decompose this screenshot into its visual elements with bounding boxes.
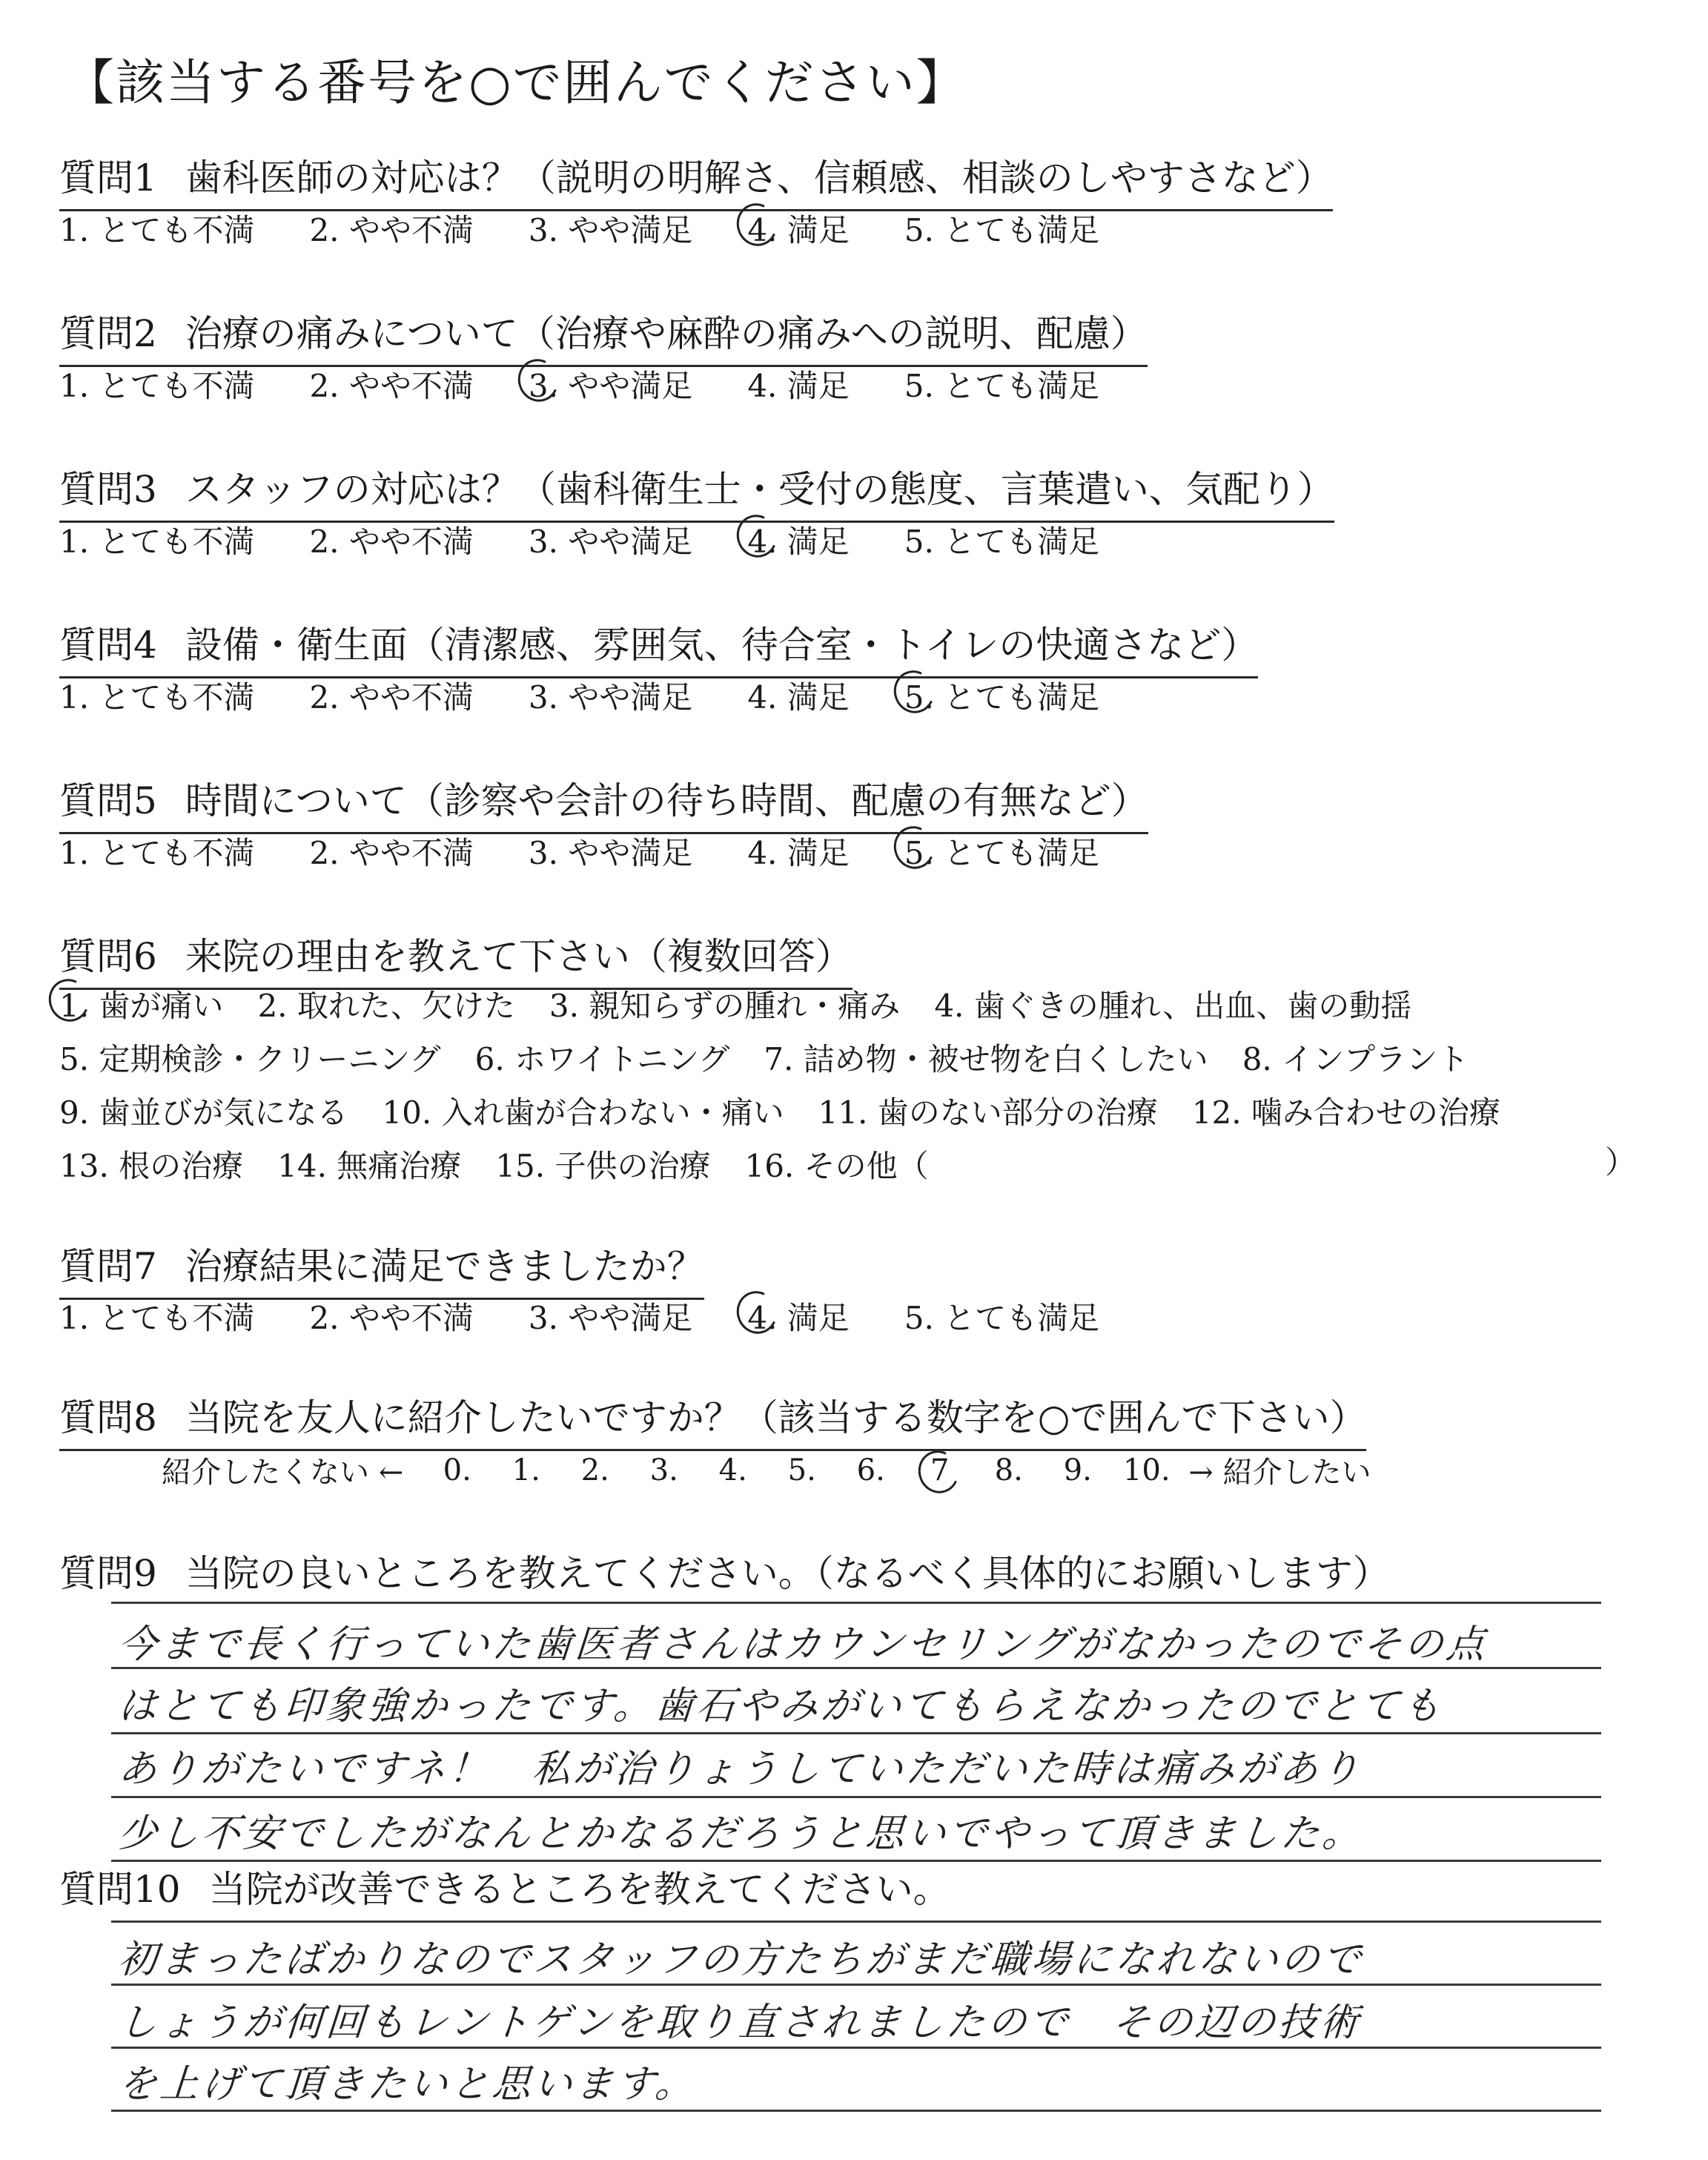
reason-option-6[interactable]: 6. ホワイトニング — [474, 1041, 730, 1077]
question-10-text: 当院が改善できるところを教えてください。 — [208, 1868, 950, 1911]
question-6-text: 来院の理由を教えて下さい（複数回答） — [185, 935, 853, 978]
rating-option-2[interactable] — [309, 206, 485, 251]
rating-option-5[interactable] — [904, 673, 1111, 718]
rating-option-label: 5. とても満足 — [904, 829, 1099, 873]
question-3-options — [59, 518, 1154, 562]
rating-option-label: 1. とても不満 — [59, 1300, 255, 1336]
question-1-text: 歯科医師の対応は？（説明の明解さ、信頼感、相談のしやすさなど） — [185, 156, 1333, 199]
question-8-text: 当院を友人に紹介したいですか？（該当する数字を○で囲んで下さい） — [185, 1396, 1367, 1439]
rating-option-label: 5. とても満足 — [904, 368, 1100, 404]
reason-option-9[interactable]: 9. 歯並びが気になる — [59, 1094, 348, 1131]
reason-option-15[interactable]: 15. 子供の治療 — [495, 1148, 711, 1184]
question-10-answer-line-3: を上げて頂きたいと思います。 — [116, 2062, 698, 2107]
rating-option-4[interactable] — [747, 362, 861, 406]
scale-option-5[interactable]: 5. — [787, 1453, 816, 1487]
answer-line — [111, 1602, 1601, 1604]
reason-row — [59, 977, 1535, 1031]
scale-option-7[interactable]: 7 — [905, 1453, 974, 1487]
rating-option-label: 1. とても不満 — [59, 524, 255, 560]
rating-option-label: 1. とても不満 — [59, 835, 255, 871]
rating-option-label: 5. とても満足 — [904, 1300, 1100, 1336]
question-6-options — [59, 977, 1535, 1191]
rating-option-3[interactable] — [529, 829, 704, 873]
scale-left-label: 紹介したくない ← — [162, 1456, 404, 1490]
rating-option-label: 1. とても不満 — [59, 679, 255, 716]
rating-option-3[interactable] — [529, 206, 704, 251]
reason-option-5[interactable]: 5. 定期検診・クリーニング — [59, 1041, 441, 1077]
reason-option-11[interactable]: 11. 歯のない部分の治療 — [818, 1094, 1158, 1131]
rating-option-1[interactable] — [59, 829, 266, 873]
rating-option-label: 5. とても満足 — [904, 673, 1099, 718]
question-10-answer-line-1: 初まったばかりなのでスタッフの方たちがまだ職場になれないので — [116, 1938, 1366, 1982]
scale-numbers — [423, 1453, 1181, 1487]
rating-option-label: 3. やや満足 — [529, 362, 692, 406]
question-2-heading — [59, 304, 1148, 367]
reason-option-13[interactable]: 13. 根の治療 — [59, 1148, 244, 1184]
question-2-label: 質問2 — [59, 312, 157, 355]
scale-option-8[interactable]: 8. — [994, 1453, 1023, 1487]
rating-option-label: 4. 満足 — [747, 518, 849, 562]
question-5-label: 質問5 — [59, 779, 157, 822]
reason-row — [59, 1084, 1535, 1137]
question-5-options — [59, 829, 1154, 873]
scale-option-6[interactable]: 6. — [856, 1453, 885, 1487]
rating-option-label: 4. 満足 — [747, 1294, 849, 1338]
rating-option-label: 5. とても満足 — [904, 524, 1100, 560]
question-10-label: 質問10 — [59, 1868, 181, 1911]
answer-line — [111, 1984, 1601, 1986]
scale-option-0[interactable]: 0. — [443, 1453, 471, 1487]
rating-option-label: 3. やや満足 — [528, 212, 693, 248]
rating-option-2[interactable] — [309, 829, 485, 873]
rating-option-label: 3. やや満足 — [528, 835, 693, 871]
question-7-options — [59, 1294, 1154, 1338]
question-9-heading — [59, 1544, 1390, 1605]
reason-row — [59, 1137, 1535, 1191]
question-4-heading — [59, 615, 1258, 678]
rating-option-label: 1. とても不満 — [59, 212, 255, 248]
question-3-heading — [59, 460, 1334, 523]
answer-line — [111, 2047, 1601, 2049]
reason-option-10[interactable]: 10. 入れ歯が合わない・痛い — [382, 1094, 784, 1131]
question-3-text: スタッフの対応は？（歯科衛生士・受付の態度、言葉遣い、気配り） — [185, 468, 1334, 511]
rating-option-2[interactable] — [309, 673, 485, 718]
question-2-text: 治療の痛みについて（治療や麻酔の痛みへの説明、配慮） — [185, 312, 1148, 355]
reason-option-12[interactable]: 12. 噛み合わせの治療 — [1191, 1094, 1500, 1131]
reason-option-2[interactable]: 2. 取れた、欠けた — [257, 988, 515, 1024]
answer-line — [111, 1732, 1601, 1734]
question-2-options — [59, 362, 1154, 406]
rating-option-1[interactable] — [59, 673, 266, 718]
rating-option-1[interactable] — [59, 1294, 266, 1338]
answer-line — [111, 1920, 1601, 1923]
rating-option-label: 1. とても不満 — [59, 368, 255, 404]
rating-option-label: 2. やや不満 — [309, 835, 474, 871]
rating-option-label: 3. やや満足 — [528, 679, 693, 716]
scale-option-2[interactable]: 2. — [580, 1453, 609, 1487]
rating-option-1[interactable] — [59, 518, 266, 562]
question-8-label: 質問8 — [59, 1396, 157, 1439]
question-9-label: 質問9 — [59, 1552, 157, 1595]
rating-option-label: 5. とても満足 — [904, 212, 1100, 248]
question-5-text: 時間について（診察や会計の待ち時間、配慮の有無など） — [185, 779, 1148, 822]
question-5-heading — [59, 771, 1148, 834]
question-7-heading — [59, 1237, 704, 1300]
rating-option-3[interactable] — [529, 1294, 704, 1338]
rating-option-label: 4. 満足 — [747, 835, 850, 871]
rating-option-2[interactable] — [309, 1294, 485, 1338]
question-1-label: 質問1 — [59, 156, 157, 199]
rating-option-3[interactable] — [529, 518, 704, 562]
rating-option-label: 4. 満足 — [747, 679, 850, 716]
rating-option-1[interactable] — [59, 362, 266, 406]
question-9-text: 当院の良いところを教えてください。（なるべく具体的にお願いします） — [185, 1552, 1390, 1595]
rating-option-5[interactable] — [904, 1294, 1111, 1338]
page-title: 【該当する番号を○で囲んでください】 — [65, 54, 967, 111]
rating-option-5[interactable] — [904, 206, 1111, 251]
rating-option-label: 2. やや不満 — [309, 1300, 474, 1336]
question-10-heading — [59, 1860, 950, 1920]
rating-option-5[interactable] — [904, 829, 1111, 873]
reason-row — [59, 1031, 1535, 1084]
rating-option-label: 2. やや不満 — [309, 679, 474, 716]
question-1-options — [59, 206, 1154, 251]
answer-line — [111, 1796, 1601, 1798]
rating-option-4[interactable] — [747, 673, 861, 718]
rating-option-label: 2. やや不満 — [309, 212, 474, 248]
reason-option-16[interactable]: 16. その他（ — [744, 1148, 929, 1184]
rating-option-4[interactable] — [747, 1294, 861, 1338]
rating-option-label: 4. 満足 — [747, 206, 849, 251]
rating-option-3[interactable] — [529, 673, 704, 718]
rating-option-2[interactable] — [309, 362, 485, 406]
rating-option-5[interactable] — [904, 362, 1111, 406]
reason-option-4[interactable]: 4. 歯ぐきの腫れ、出血、歯の動揺 — [934, 988, 1412, 1024]
question-8-heading — [59, 1388, 1366, 1451]
rating-option-label: 3. やや満足 — [528, 524, 693, 560]
question-9-answer-line-3: ありがたいですネ！ 私が治りょうしていただいた時は痛みがあり — [116, 1747, 1364, 1791]
rating-option-label: 4. 満足 — [747, 368, 850, 404]
question-10-answer-line-2: しょうが何回もレントゲンを取り直されましたので その辺の技術 — [116, 2001, 1363, 2045]
question-9-answer-line-2: はとても印象強かったです。歯石やみがいてもらえなかったのでとても — [116, 1684, 1446, 1728]
rating-option-5[interactable] — [904, 518, 1111, 562]
question-8-scale — [162, 1449, 1371, 1491]
question-4-label: 質問4 — [59, 624, 157, 667]
scale-option-10[interactable]: 10. — [1122, 1453, 1171, 1487]
question-4-text: 設備・衛生面（清潔感、雰囲気、待合室・トイレの快適さなど） — [185, 624, 1259, 667]
question-7-label: 質問7 — [59, 1245, 157, 1288]
reason-option-7[interactable]: 7. 詰め物・被せ物を白くしたい — [764, 1041, 1208, 1077]
scale-option-3[interactable]: 3. — [649, 1453, 678, 1487]
question-7-text: 治療結果に満足できましたか？ — [185, 1245, 704, 1288]
answer-line — [111, 2110, 1601, 2112]
rating-option-label: 2. やや不満 — [309, 368, 474, 404]
question-3-label: 質問3 — [59, 468, 157, 511]
rating-option-3[interactable] — [529, 362, 704, 406]
rating-option-label: 3. やや満足 — [528, 1300, 693, 1336]
scale-option-4[interactable]: 4. — [718, 1453, 747, 1487]
rating-option-4[interactable] — [747, 206, 861, 251]
reason-option-8[interactable]: 8. インプラント — [1242, 1041, 1469, 1077]
question-9-answer-line-1: 今まで長く行っていた歯医者さんはカウンセリングがなかったのでその点 — [116, 1622, 1489, 1667]
rating-option-2[interactable] — [309, 518, 485, 562]
rating-option-4[interactable] — [747, 518, 861, 562]
scale-option-1[interactable]: 1. — [512, 1453, 540, 1487]
question-4-options — [59, 673, 1154, 718]
rating-option-label: 2. やや不満 — [309, 524, 474, 560]
reason-option-14[interactable]: 14. 無痛治療 — [277, 1148, 462, 1184]
reason-option-1[interactable]: 1. 歯が痛い — [59, 982, 223, 1026]
question-9-answer-line-4: 少し不安でしたがなんとかなるだろうと思いでやって頂きました。 — [116, 1811, 1366, 1856]
question-1-heading — [59, 148, 1333, 211]
rating-option-4[interactable] — [747, 829, 861, 873]
reason-option-3[interactable]: 3. 親知らずの腫れ・痛み — [549, 988, 901, 1024]
question-6-label: 質問6 — [59, 935, 157, 978]
other-close-paren: ） — [1605, 1144, 1637, 1180]
scale-right-label: → 紹介したい — [1188, 1456, 1371, 1490]
rating-option-1[interactable] — [59, 206, 266, 251]
scale-option-9[interactable]: 9. — [1063, 1453, 1092, 1487]
